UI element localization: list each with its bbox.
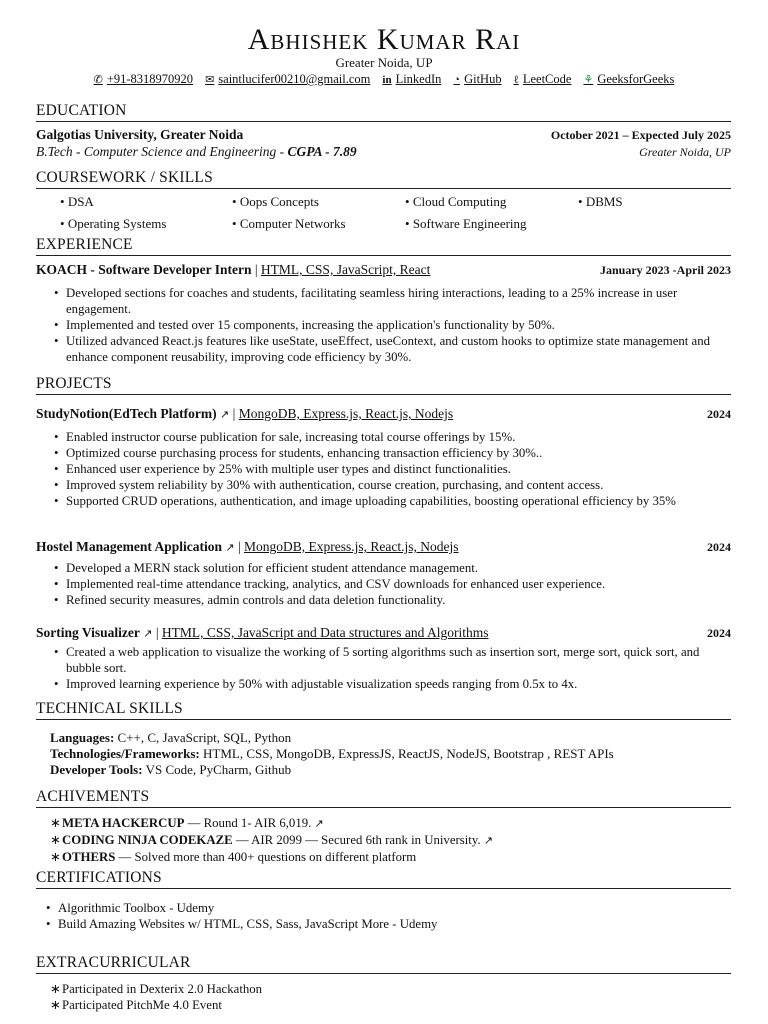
section-certifications-heading: CERTIFICATIONS [36, 869, 731, 889]
project-bullets [50, 644, 731, 692]
achievement-detail: — AIR 2099 — Secured 6th rank in University. [235, 833, 481, 847]
geeksforgeeks-label: GeeksforGeeks [597, 72, 675, 86]
project-tech: HTML, CSS, JavaScript and Data structures and Algorithms [161, 625, 489, 640]
geeksforgeeks-link[interactable] [583, 72, 674, 87]
skills-label: Developer Tools: [50, 762, 143, 777]
education-cgpa: CGPA - 7.89 [287, 144, 357, 159]
experience-tech: HTML, CSS, JavaScript, React [260, 262, 431, 277]
external-link-icon[interactable]: ↗ [314, 818, 324, 830]
project-bullets [50, 560, 731, 608]
linkedin-link[interactable] [382, 72, 441, 87]
skills-tools [50, 762, 731, 778]
list-item: ∗ Participated in Dexterix 2.0 Hackathon [46, 981, 727, 997]
geeksforgeeks-icon: ⚘ [583, 74, 594, 86]
project-row: StudyNotion(EdTech Platform) ↗ | MongoDB, Express.js, React.js, Nodejs 2024 [36, 406, 731, 421]
list-item: • Developed sections for coaches and students, facilitating seamless hiring interactions, leading to a 25% increase in user engagement. [50, 285, 731, 317]
email-label: saintlucifer00210@gmail.com [218, 72, 371, 86]
skills-value: HTML, CSS, MongoDB, ExpressJS, ReactJS, NodeJS, Bootstrap , REST APIs [202, 746, 614, 761]
project-year: 2024 [707, 540, 731, 554]
project-tech: MongoDB, Express.js, React.js, Nodejs [238, 406, 454, 421]
leetcode-link[interactable] [514, 72, 572, 87]
list-item: • Developed a MERN stack solution for efficient student attendance management. [50, 560, 731, 576]
list-item: • Improved system reliability by 30% with authentication, course creation, purchasing, and content access. [50, 477, 731, 493]
skills-label: Languages: [50, 730, 115, 745]
external-link-icon[interactable]: ↗ [483, 835, 494, 847]
education-row [36, 127, 731, 143]
linkedin-label: LinkedIn [395, 72, 442, 86]
external-link-icon[interactable]: ↗ [220, 409, 230, 421]
coursework-item: • Operating Systems [60, 216, 166, 232]
list-item [46, 832, 727, 849]
contact-bar [0, 72, 768, 87]
achievement-name: OTHERS [62, 850, 116, 864]
skills-frameworks [50, 746, 731, 762]
experience-row: KOACH - Software Developer Intern | HTML, CSS, JavaScript, React January 2023 -April 2023 [36, 262, 731, 277]
skills-value: C++, C, JavaScript, SQL, Python [117, 730, 292, 745]
list-item: • Improved learning experience by 50% with adjustable visualization speeds ranging from 0.5x to 4x. [50, 676, 731, 692]
list-item: • Refined security measures, admin controls and data deletion functionality. [50, 592, 731, 608]
education-place: Greater Noida, UP [639, 145, 731, 159]
github-link[interactable] [453, 72, 501, 87]
list-item: ∗ Participated PitchMe 4.0 Event [46, 997, 727, 1013]
coursework-item: • Oops Concepts [232, 194, 319, 210]
list-item [46, 849, 727, 865]
section-extracurricular-heading: EXTRACURRICULAR [36, 954, 731, 974]
coursework-item: • Cloud Computing [405, 194, 506, 210]
project-title: Sorting Visualizer [36, 625, 140, 640]
external-link-icon[interactable]: ↗ [225, 542, 235, 554]
candidate-location: Greater Noida, UP [335, 55, 433, 70]
github-label: GitHub [464, 72, 502, 86]
phone-link[interactable] [94, 72, 193, 87]
section-achievements-heading: ACHIVEMENTS [36, 788, 731, 808]
leetcode-label: LeetCode [522, 72, 572, 86]
project-year: 2024 [707, 626, 731, 640]
list-item: • Utilized advanced React.js features like useState, useEffect, useContext, and custom hooks to optimize state management and enhance component reusability, improving code efficiency by 30%. [50, 333, 731, 365]
section-experience-heading: EXPERIENCE [36, 236, 731, 256]
skills-languages [50, 730, 731, 746]
extracurricular-list [46, 981, 727, 1013]
section-projects-heading: PROJECTS [36, 375, 731, 395]
experience-dates: January 2023 -April 2023 [599, 263, 731, 277]
project-title: Hostel Management Application [36, 539, 222, 554]
project-year: 2024 [707, 407, 731, 421]
project-bullets [50, 429, 731, 509]
skills-label: Technologies/Frameworks: [50, 746, 200, 761]
certifications-list [42, 900, 723, 932]
education-dates: October 2021 – Expected July 2025 [550, 128, 731, 142]
coursework-item: • Software Engineering [405, 216, 527, 232]
project-row: Sorting Visualizer ↗ | HTML, CSS, JavaScript and Data structures and Algorithms 2024 [36, 625, 731, 640]
list-item: • Algorithmic Toolbox - Udemy [42, 900, 723, 916]
section-coursework-heading: COURSEWORK / SKILLS [36, 169, 731, 189]
linkedin-icon: in [382, 73, 392, 86]
achievement-detail: — Round 1- AIR 6,019. [187, 816, 312, 830]
external-link-icon[interactable]: ↗ [143, 628, 153, 640]
coursework-item: • Computer Networks [232, 216, 346, 232]
list-item: • Implemented and tested over 15 components, increasing the application's functionality by 50%. [50, 317, 731, 333]
education-degree: B.Tech - Computer Science and Engineering - [36, 144, 288, 159]
achievements-list [46, 815, 727, 865]
experience-title: KOACH - Software Developer Intern [36, 262, 252, 277]
list-item: • Created a web application to visualize the working of 5 sorting algorithms such as insertion sort, merge sort, quick sort, and bubble sort. [50, 644, 731, 676]
education-degree-row [36, 144, 731, 160]
experience-bullets [50, 285, 731, 365]
section-technical-heading: TECHNICAL SKILLS [36, 700, 731, 720]
achievement-name: META HACKERCUP [62, 816, 185, 830]
leetcode-icon: ℓ [513, 73, 519, 86]
list-item: • Optimized course purchasing process for students, enhancing transaction efficiency by 30%.. [50, 445, 731, 461]
achievement-detail: — Solved more than 400+ questions on different platform [118, 850, 417, 864]
coursework-item: • DSA [60, 194, 94, 210]
list-item [46, 815, 727, 832]
skills-value: VS Code, PyCharm, Github [145, 762, 292, 777]
section-education-heading: EDUCATION [36, 102, 731, 122]
project-tech: MongoDB, Express.js, React.js, Nodejs [244, 539, 459, 554]
candidate-name: Abhishek Kumar Rai [247, 23, 521, 56]
list-item: • Enabled instructor course publication for sale, increasing total course offerings by 15%. [50, 429, 731, 445]
achievement-name: CODING NINJA CODEKAZE [62, 833, 233, 847]
project-row: Hostel Management Application ↗ | MongoDB, Express.js, React.js, Nodejs 2024 [36, 539, 731, 554]
list-item: • Implemented real-time attendance tracking, analytics, and CSV downloads for enhanced user experience. [50, 576, 731, 592]
envelope-icon: ✉ [205, 74, 215, 86]
github-icon: ◔ [453, 73, 461, 86]
phone-icon: ✆ [93, 74, 103, 86]
phone-label: +91-8318970920 [106, 72, 194, 86]
project-title: StudyNotion(EdTech Platform) [36, 406, 217, 421]
list-item: • Build Amazing Websites w/ HTML, CSS, Sass, JavaScript More - Udemy [42, 916, 723, 932]
list-item: • Enhanced user experience by 25% with multiple user types and distinct functionalities. [50, 461, 731, 477]
coursework-item: • DBMS [578, 194, 623, 210]
education-school: Galgotias University, Greater Noida [36, 127, 244, 142]
email-link[interactable] [205, 72, 370, 87]
list-item: • Supported CRUD operations, authentication, and image uploading capabilities, boosting operational efficiency by 35% [50, 493, 731, 509]
